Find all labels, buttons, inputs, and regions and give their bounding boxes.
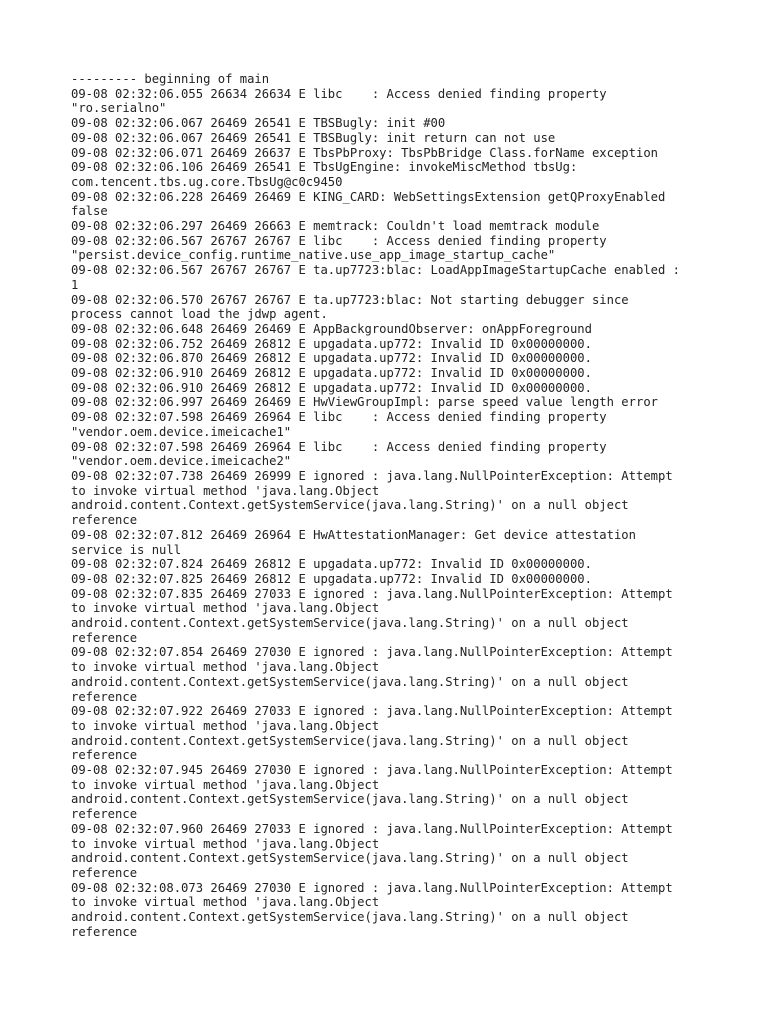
log-line: 09-08 02:32:06.570 26767 26767 E ta.up7723:blac: Not starting debugger since bbox=[71, 292, 629, 307]
log-line: 09-08 02:32:07.824 26469 26812 E upgadata.up772: Invalid ID 0x00000000. bbox=[71, 557, 592, 572]
log-line: to invoke virtual method 'java.lang.Object bbox=[71, 777, 380, 792]
log-line: to invoke virtual method 'java.lang.Object bbox=[71, 836, 380, 851]
log-line: reference bbox=[71, 865, 138, 880]
log-line: android.content.Context.getSystemService(java.lang.String)' on a null object bbox=[71, 792, 629, 807]
log-line: android.content.Context.getSystemService(java.lang.String)' on a null object bbox=[71, 733, 629, 748]
log-line: 09-08 02:32:06.870 26469 26812 E upgadata.up772: Invalid ID 0x00000000. bbox=[71, 351, 592, 366]
log-line: 09-08 02:32:06.071 26469 26637 E TbsPbProxy: TbsPbBridge Class.forName exception bbox=[71, 145, 658, 160]
log-line: "persist.device_config.runtime_native.use_app_image_startup_cache" bbox=[71, 248, 556, 263]
log-line: android.content.Context.getSystemService(java.lang.String)' on a null object bbox=[71, 910, 629, 925]
log-line: 09-08 02:32:07.598 26469 26964 E libc : Access denied finding property bbox=[71, 439, 607, 454]
log-line: 09-08 02:32:06.910 26469 26812 E upgadata.up772: Invalid ID 0x00000000. bbox=[71, 366, 592, 381]
log-line: 09-08 02:32:06.055 26634 26634 E libc : Access denied finding property bbox=[71, 86, 607, 101]
log-line: 09-08 02:32:06.567 26767 26767 E libc : Access denied finding property bbox=[71, 233, 607, 248]
log-line: to invoke virtual method 'java.lang.Object bbox=[71, 660, 380, 675]
log-line: 09-08 02:32:06.910 26469 26812 E upgadata.up772: Invalid ID 0x00000000. bbox=[71, 380, 592, 395]
log-line: 09-08 02:32:07.945 26469 27030 E ignored : java.lang.NullPointerException: Attempt bbox=[71, 763, 673, 778]
log-line: to invoke virtual method 'java.lang.Object bbox=[71, 601, 380, 616]
log-line: reference bbox=[71, 689, 138, 704]
log-line: reference bbox=[71, 807, 138, 822]
log-line: 09-08 02:32:06.997 26469 26469 E HwViewGroupImpl: parse speed value length error bbox=[71, 395, 658, 410]
log-line: 09-08 02:32:07.738 26469 26999 E ignored : java.lang.NullPointerException: Attempt bbox=[71, 468, 673, 483]
log-line: 09-08 02:32:06.067 26469 26541 E TBSBugly: init return can not use bbox=[71, 130, 556, 145]
log-line: 09-08 02:32:07.922 26469 27033 E ignored : java.lang.NullPointerException: Attempt bbox=[71, 704, 673, 719]
log-line: android.content.Context.getSystemService(java.lang.String)' on a null object bbox=[71, 498, 629, 513]
log-line: 09-08 02:32:08.073 26469 27030 E ignored : java.lang.NullPointerException: Attempt bbox=[71, 880, 673, 895]
log-line: 09-08 02:32:07.825 26469 26812 E upgadata.up772: Invalid ID 0x00000000. bbox=[71, 571, 592, 586]
log-line: com.tencent.tbs.ug.core.TbsUg@c0c9450 bbox=[71, 174, 343, 189]
log-line: 1 bbox=[71, 277, 79, 292]
log-document bbox=[71, 72, 761, 939]
log-line: 09-08 02:32:07.960 26469 27033 E ignored : java.lang.NullPointerException: Attempt bbox=[71, 821, 673, 836]
log-line: 09-08 02:32:06.106 26469 26541 E TbsUgEngine: invokeMiscMethod tbsUg: bbox=[71, 160, 578, 175]
log-line: android.content.Context.getSystemService(java.lang.String)' on a null object bbox=[71, 674, 629, 689]
log-line: 09-08 02:32:07.835 26469 27033 E ignored : java.lang.NullPointerException: Attempt bbox=[71, 586, 673, 601]
log-line: 09-08 02:32:06.297 26469 26663 E memtrack: Couldn't load memtrack module bbox=[71, 219, 600, 234]
log-line: false bbox=[71, 204, 108, 219]
log-line: "ro.serialno" bbox=[71, 101, 167, 116]
log-line: 09-08 02:32:06.648 26469 26469 E AppBackgroundObserver: onAppForeground bbox=[71, 321, 592, 336]
log-line: to invoke virtual method 'java.lang.Object bbox=[71, 483, 380, 498]
log-line: 09-08 02:32:07.812 26469 26964 E HwAttestationManager: Get device attestation bbox=[71, 527, 636, 542]
log-line: to invoke virtual method 'java.lang.Object bbox=[71, 718, 380, 733]
log-line: reference bbox=[71, 924, 138, 939]
log-line: android.content.Context.getSystemService(java.lang.String)' on a null object bbox=[71, 616, 629, 631]
log-line: "vendor.oem.device.imeicache2" bbox=[71, 454, 292, 469]
log-line: reference bbox=[71, 630, 138, 645]
log-line: "vendor.oem.device.imeicache1" bbox=[71, 424, 292, 439]
log-text-block bbox=[71, 72, 761, 939]
log-line: 09-08 02:32:06.567 26767 26767 E ta.up7723:blac: LoadAppImageStartupCache enabled : bbox=[71, 263, 681, 278]
log-line: 09-08 02:32:07.598 26469 26964 E libc : Access denied finding property bbox=[71, 410, 607, 425]
log-line: 09-08 02:32:06.752 26469 26812 E upgadata.up772: Invalid ID 0x00000000. bbox=[71, 336, 592, 351]
log-line: 09-08 02:32:07.854 26469 27030 E ignored : java.lang.NullPointerException: Attempt bbox=[71, 645, 673, 660]
log-line: --------- beginning of main bbox=[71, 72, 270, 86]
log-line: 09-08 02:32:06.067 26469 26541 E TBSBugly: init #00 bbox=[71, 116, 446, 131]
log-line: reference bbox=[71, 513, 138, 528]
log-line: android.content.Context.getSystemService(java.lang.String)' on a null object bbox=[71, 851, 629, 866]
log-line: service is null bbox=[71, 542, 182, 557]
log-line: reference bbox=[71, 748, 138, 763]
log-line: process cannot load the jdwp agent. bbox=[71, 307, 328, 322]
log-line: to invoke virtual method 'java.lang.Object bbox=[71, 895, 380, 910]
log-line: 09-08 02:32:06.228 26469 26469 E KING_CARD: WebSettingsExtension getQProxyEnabled bbox=[71, 189, 666, 204]
